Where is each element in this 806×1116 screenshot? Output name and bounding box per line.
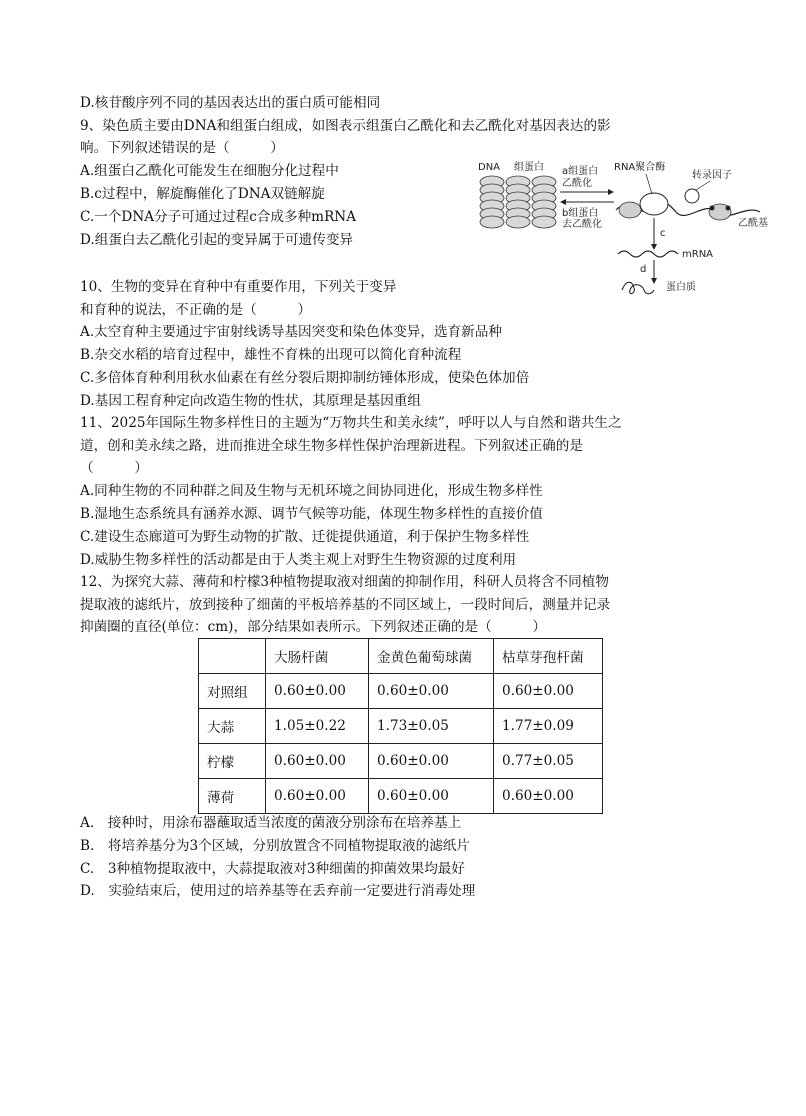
question-11-stem-cont: 道，创和美永续之路，进而推进全球生物多样性保护治理新进程。下列叙述正确的是 (80, 438, 583, 454)
question-12-stem-end: 抑菌圈的直径(单位：cm)，部分结果如表所示。下列叙述正确的是（ ） (80, 619, 547, 635)
option-11a: A.同种生物的不同种群之间及生物与无机环境之间协同进化，形成生物多样性 (80, 483, 543, 499)
inhibition-zone-table (198, 638, 603, 814)
arrow-a-label-1: a组蛋白 (562, 166, 599, 177)
table-cell: 0.60±0.00 (266, 744, 369, 779)
option-11b: B.湿地生态系统具有涵养水源、调节气候等功能，体现生物多样性的直接价值 (80, 506, 543, 522)
question-10-stem: 10、生物的变异在育种中有重要作用，下列关于变异 (80, 279, 397, 295)
table-header-cell (199, 639, 266, 674)
histone-stack-left (480, 176, 556, 228)
mrna-strand (618, 251, 678, 257)
option-12b: B. 将培养基分为3个区域，分别放置含不同植物提取液的滤纸片 (80, 838, 470, 854)
acetyl-label: 乙酰基 (738, 218, 768, 229)
histone-label: 组蛋白 (514, 162, 544, 173)
question-12-stem: 12、为探究大蒜、薄荷和柠檬3种植物提取液对细菌的抑制作用，科研人员将含不同植物 (80, 574, 609, 590)
dna-label: DNA (478, 162, 501, 173)
arrow-b-head (560, 199, 566, 205)
option-9c: C.一个DNA分子可通过过程c合成多种mRNA (80, 209, 357, 225)
table-cell: 大蒜 (199, 709, 266, 744)
protein-shape (622, 282, 654, 294)
option-10d: D.基因工程育种定向改造生物的性状，其原理是基因重组 (80, 393, 421, 409)
question-12-stem-cont: 提取液的滤纸片，放到接种了细菌的平板培养基的不同区域上，一段时间后，测量并记录 (80, 597, 611, 613)
protein-label: 蛋白质 (666, 282, 696, 293)
table-cell: 0.60±0.00 (369, 744, 494, 779)
option-9d: D.组蛋白去乙酰化引起的变异属于可遗传变异 (80, 232, 354, 248)
option-9a: A.组蛋白乙酰化可能发生在细胞分化过程中 (80, 163, 339, 179)
table-row (199, 674, 603, 709)
table-cell: 0.60±0.00 (494, 779, 603, 814)
option-10c: C.多倍体育种利用秋水仙素在有丝分裂后期抑制纺锤体形成，使染色体加倍 (80, 370, 530, 386)
acetyl-group (726, 206, 731, 211)
option-12c: C. 3种植物提取液中，大蒜提取液对3种细菌的抑菌效果均最好 (80, 861, 465, 877)
question-11-stem: 11、2025年国际生物多样性日的主题为“万物共生和美永续”，呼吁以人与自然和谐共生之 (80, 415, 622, 431)
option-12a: A. 接种时，用涂布器蘸取适当浓度的菌液分别涂布在培养基上 (80, 815, 462, 831)
table-cell: 柠檬 (199, 744, 266, 779)
table-cell: 薄荷 (199, 779, 266, 814)
table-header-row (199, 639, 603, 674)
rna-polymerase-shape (640, 193, 668, 215)
arrow-d-label: d (640, 264, 647, 275)
acetyl-group (710, 206, 715, 211)
table-cell: 1.05±0.22 (266, 709, 369, 744)
histone-acetylation-diagram (470, 160, 800, 300)
option-12d: D. 实验结束后，使用过的培养基等在丢弃前一定要进行消毒处理 (80, 883, 476, 899)
table-header-cell: 金黄色葡萄球菌 (369, 639, 494, 674)
arrow-c-label: c (660, 228, 666, 239)
table-cell: 0.60±0.00 (266, 674, 369, 709)
arrow-d-head (651, 278, 657, 284)
option-11c: C.建设生态廊道可为野生动物的扩散、迁徙提供通道，利于保护生物多样性 (80, 529, 530, 545)
arrow-a-label-2: 乙酰化 (562, 178, 592, 189)
transcription-factor-shape (685, 189, 699, 203)
question-11-answer-paren: （ ） (80, 460, 148, 476)
option-11d: D.威胁生物多样性的活动都是由于人类主观上对野生生物资源的过度利用 (80, 552, 517, 568)
option-8d: D.核苷酸序列不同的基因表达出的蛋白质可能相同 (80, 95, 381, 111)
question-10-stem-cont: 和育种的说法，不正确的是（ ） (80, 302, 312, 318)
table-row (199, 709, 603, 744)
table-header-cell: 大肠杆菌 (266, 639, 369, 674)
table-row (199, 744, 603, 779)
table-cell: 1.77±0.09 (494, 709, 603, 744)
mrna-label: mRNA (682, 249, 714, 260)
option-10b: B.杂交水稻的培育过程中，雄性不育株的出现可以简化育种流程 (80, 347, 462, 363)
rna-polymerase-label: RNA聚合酶 (614, 162, 666, 173)
tf-pointer (696, 181, 710, 190)
table-cell: 0.77±0.05 (494, 744, 603, 779)
arrow-b-label-1: b组蛋白 (562, 208, 599, 219)
table-cell: 0.60±0.00 (266, 779, 369, 814)
arrow-a-head (608, 189, 614, 195)
table-cell: 对照组 (199, 674, 266, 709)
question-9-stem-cont: 响。下列叙述错误的是（ ） (80, 140, 284, 156)
option-10a: A.太空育种主要通过宇宙射线诱导基因突变和染色体变异，选育新品种 (80, 324, 502, 340)
rna-polymerase-pointer (646, 174, 652, 194)
transcription-factor-label: 转录因子 (692, 170, 732, 181)
arrow-c-head (651, 244, 657, 250)
table-cell: 0.60±0.00 (369, 674, 494, 709)
table-row (199, 779, 603, 814)
table-cell: 0.60±0.00 (369, 779, 494, 814)
question-9-stem: 9、染色质主要由DNA和组蛋白组成，如图表示组蛋白乙酰化和去乙酰化对基因表达的影 (80, 118, 611, 134)
arrow-b-label-2: 去乙酰化 (562, 219, 602, 230)
table-header-cell: 枯草芽孢杆菌 (494, 639, 603, 674)
table-cell: 0.60±0.00 (494, 674, 603, 709)
option-9b: B.c过程中，解旋酶催化了DNA双链解旋 (80, 186, 325, 202)
table-cell: 1.73±0.05 (369, 709, 494, 744)
